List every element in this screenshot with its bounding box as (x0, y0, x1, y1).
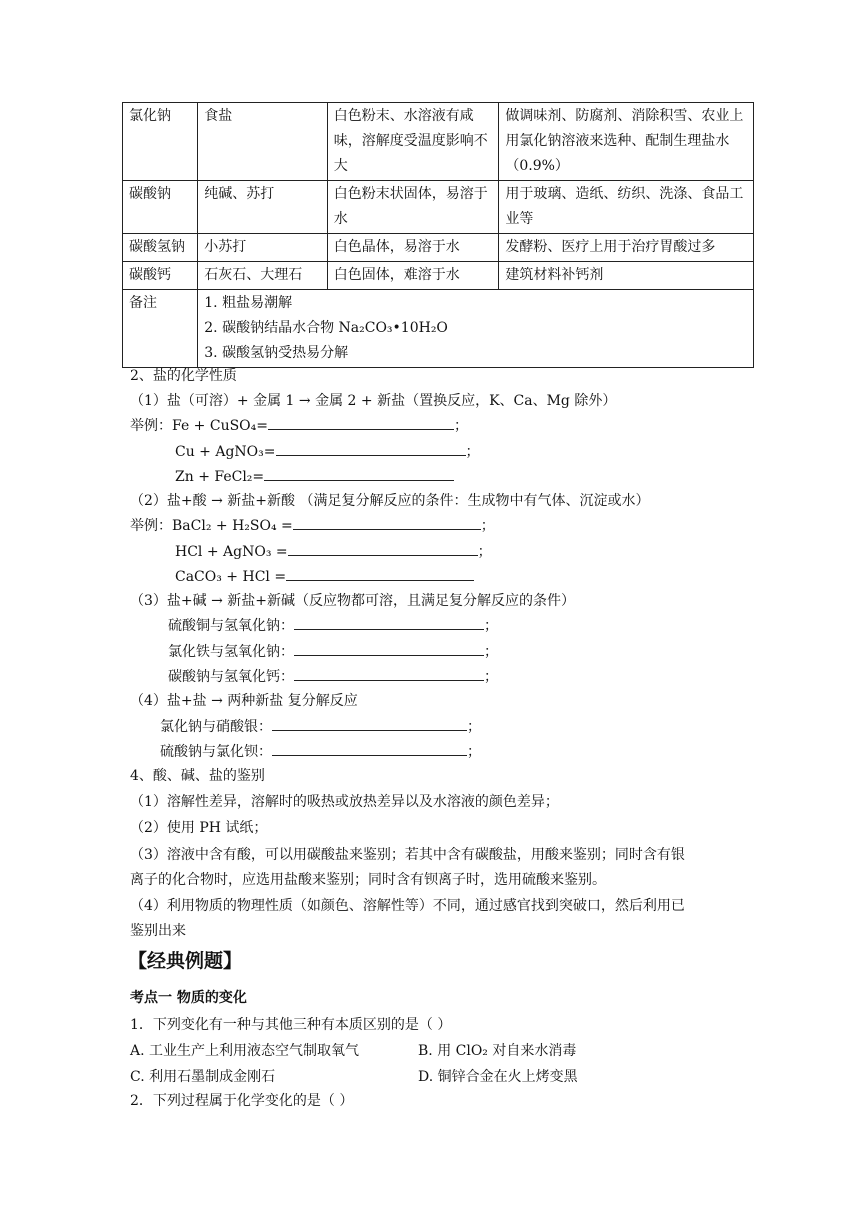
equation-left: BaCl₂ + H₂SO₄ = (172, 518, 293, 534)
common-name-cell: 纯碱、苏打 (198, 181, 328, 234)
rule-text: （3）盐+碱 → 新盐+新碱（反应物都可溶，且满足复分解反应的条件） (130, 593, 575, 609)
note-label-cell: 备注 (123, 290, 198, 368)
example-line (160, 717, 481, 737)
example-label: 举例： (130, 518, 172, 534)
answer-blank[interactable] (294, 642, 484, 656)
properties-cell: 白色晶体，易溶于水 (327, 234, 499, 262)
reaction-label: 硫酸铜与氢氧化钠： (168, 618, 294, 634)
answer-blank[interactable] (286, 567, 474, 581)
end-mark: ； (484, 618, 498, 634)
salt-name-cell: 氯化钠 (123, 103, 198, 181)
paragraph-line: （2）使用 PH 试纸； (130, 820, 268, 836)
rule-text: （4）盐+盐 → 两种新盐 复分解反应 (130, 693, 358, 709)
example-line (160, 742, 481, 762)
table-row (123, 181, 754, 234)
salt-name-cell: 碳酸钠 (123, 181, 198, 234)
reaction-label: 氯化钠与硝酸银： (160, 719, 272, 735)
end-mark: ； (465, 444, 480, 460)
table-row (123, 262, 754, 290)
example-label: 举例： (130, 418, 172, 434)
answer-blank[interactable] (293, 516, 481, 530)
answer-blank[interactable] (294, 616, 484, 630)
salt-name-cell: 碳酸氢钠 (123, 234, 198, 262)
paragraph-line: （1）溶解性差异，溶解时的吸热或放热差异以及水溶液的颜色差异； (130, 794, 559, 810)
common-name-cell: 小苏打 (198, 234, 328, 262)
salt-name-cell: 碳酸钙 (123, 262, 198, 290)
example-line (175, 542, 492, 562)
uses-cell: 发酵粉、医疗上用于治疗胃酸过多 (499, 234, 754, 262)
end-mark: ； (480, 518, 495, 534)
example-line (168, 642, 498, 662)
rule-text: （2）盐+酸 → 新盐+新酸 （满足复分解反应的条件：生成物中有气体、沉淀或水） (130, 493, 650, 509)
answer-blank[interactable] (272, 717, 467, 731)
equation-left: Zn + FeCl₂= (175, 469, 265, 485)
note-item: 1. 粗盐易潮解 (204, 295, 293, 311)
note-item: 2. 碳酸钠结晶水合物 Na₂CO₃•10H₂O (204, 320, 448, 336)
end-mark: ； (484, 644, 498, 660)
equation-left: CaCO₃ + HCl = (175, 569, 287, 585)
reaction-label: 硫酸钠与氯化钡： (160, 744, 272, 760)
table-row (123, 234, 754, 262)
example-line (175, 567, 474, 587)
section-title: 2、盐的化学性质 (130, 368, 237, 384)
option-c: C. 利用石墨制成金刚石 (130, 1069, 276, 1085)
properties-cell: 白色粉末、水溶液有咸味，溶解度受温度影响不大 (327, 103, 499, 181)
note-item: 3. 碳酸氢钠受热易分解 (204, 345, 349, 361)
example-line (168, 616, 498, 636)
common-name-cell: 石灰石、大理石 (198, 262, 328, 290)
common-name-cell: 食盐 (198, 103, 328, 181)
end-mark: ； (467, 744, 481, 760)
section-title: 4、酸、碱、盐的鉴别 (130, 768, 265, 784)
answer-blank[interactable] (268, 416, 454, 430)
table-row-notes (123, 290, 754, 368)
end-mark: ； (467, 719, 481, 735)
table-row (123, 103, 754, 181)
rule-text: （1）盐（可溶）+ 金属 1 → 金属 2 + 新盐（置换反应，K、Ca、Mg 除外） (130, 393, 617, 409)
equation-left: HCl + AgNO₃ = (175, 544, 288, 560)
example-line (130, 416, 468, 436)
question-1: 1．下列变化有一种与其他三种有本质区别的是（ ） (130, 1017, 452, 1033)
option-b: B. 用 ClO₂ 对自来水消毒 (418, 1043, 577, 1059)
example-line (175, 442, 480, 462)
answer-blank[interactable] (288, 542, 478, 556)
equation-left: Fe + CuSO₄= (172, 418, 269, 434)
answer-blank[interactable] (276, 442, 466, 456)
salt-properties-table (122, 102, 754, 368)
option-a: A. 工业生产上利用液态空气制取氧气 (130, 1043, 360, 1059)
uses-cell: 做调味剂、防腐剂、消除积雪、农业上用氯化钠溶液来选种、配制生理盐水（0.9%） (499, 103, 754, 181)
paragraph-line: （3）溶液中含有酸，可以用碳酸盐来鉴别；若其中含有碳酸盐，用酸来鉴别；同时含有银 (130, 847, 685, 863)
end-mark: ； (484, 669, 498, 685)
equation-left: Cu + AgNO₃= (175, 444, 276, 460)
uses-cell: 用于玻璃、造纸、纺织、洗涤、食品工业等 (499, 181, 754, 234)
reaction-label: 碳酸钠与氢氧化钙： (168, 669, 294, 685)
properties-cell: 白色固体，难溶于水 (327, 262, 499, 290)
notes-cell (198, 290, 754, 368)
end-mark: ； (454, 418, 469, 434)
option-d: D. 铜锌合金在火上烤变黑 (418, 1069, 578, 1085)
paragraph-line: （4）利用物质的物理性质（如颜色、溶解性等）不同，通过感官找到突破口，然后利用已 (130, 898, 685, 914)
example-line (175, 467, 454, 487)
classic-examples-heading: 【经典例题】 (128, 950, 243, 972)
exam-point-heading: 考点一 物质的变化 (130, 990, 247, 1006)
paragraph-line: 离子的化合物时，应选用盐酸来鉴别；同时含有钡离子时，选用硫酸来鉴别。 (130, 872, 606, 888)
example-line (168, 667, 498, 687)
reaction-label: 氯化铁与氢氧化钠： (168, 644, 294, 660)
answer-blank[interactable] (294, 667, 484, 681)
answer-blank[interactable] (272, 742, 467, 756)
paragraph-line: 鉴别出来 (130, 923, 186, 939)
end-mark: ； (477, 544, 492, 560)
example-line (130, 516, 495, 536)
answer-blank[interactable] (264, 467, 454, 481)
properties-cell: 白色粉末状固体，易溶于水 (327, 181, 499, 234)
uses-cell: 建筑材料补钙剂 (499, 262, 754, 290)
question-2: 2．下列过程属于化学变化的是（ ） (130, 1093, 354, 1109)
